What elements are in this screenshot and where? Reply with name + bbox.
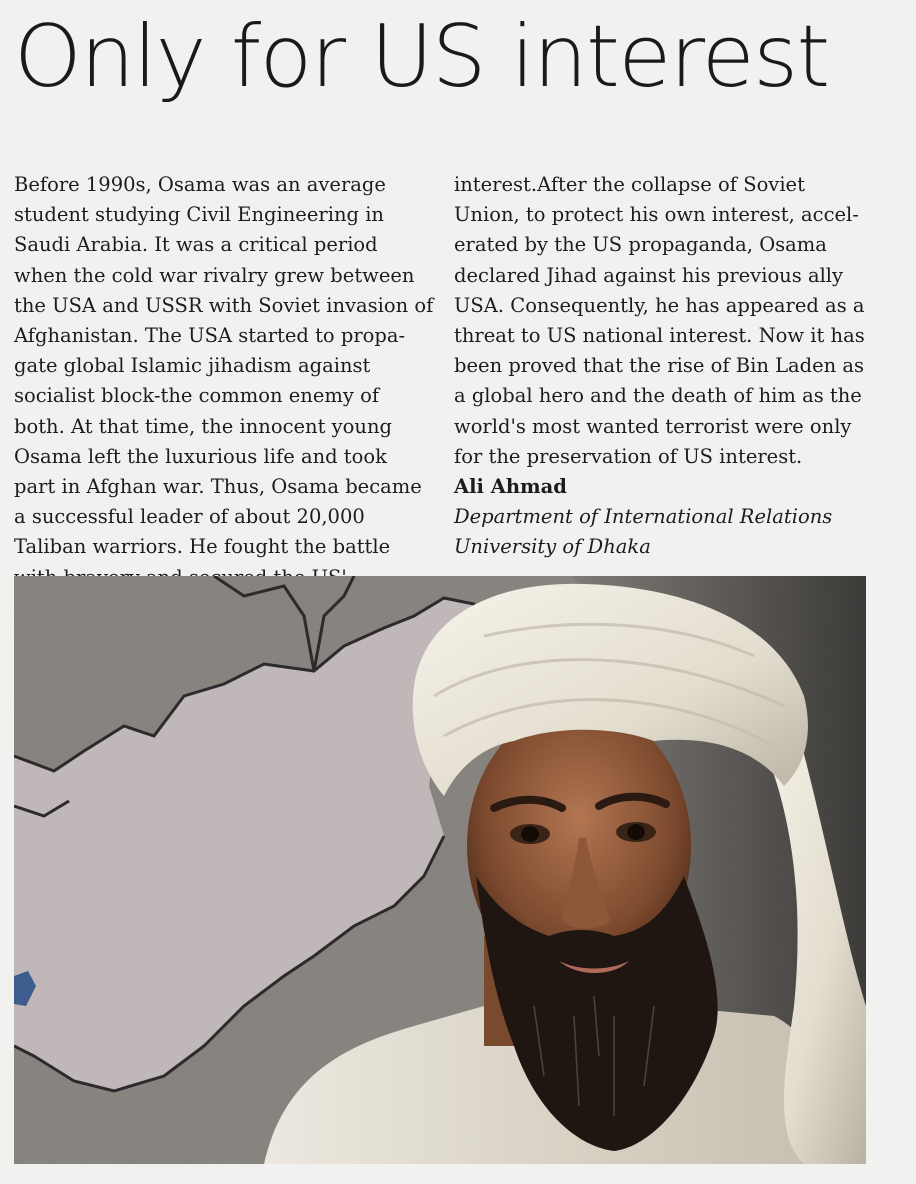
article-line: Union, to protect his own interest, accel-: [454, 203, 859, 227]
article-line: socialist block-the common enemy of: [14, 384, 380, 408]
author-name: Ali Ahmad: [454, 475, 567, 499]
article-line: part in Afghan war. Thus, Osama became: [14, 475, 422, 499]
author-university: University of Dhaka: [454, 535, 651, 559]
article-line: been proved that the rise of Bin Laden as: [454, 354, 865, 378]
article-line: declared Jihad against his previous ally: [454, 263, 844, 287]
article-line: a successful leader of about 20,000: [14, 505, 365, 529]
article-photo: [14, 576, 866, 1164]
article-line: erated by the US propaganda, Osama: [454, 233, 827, 257]
article-left-column: [14, 170, 434, 593]
author-department: Department of International Relations: [454, 505, 833, 529]
article-right-column: [454, 170, 894, 563]
article-line: Before 1990s, Osama was an average: [14, 173, 386, 196]
article-line: for the preservation of US interest.: [454, 444, 803, 468]
article-line: Saudi Arabia. It was a critical period: [14, 233, 378, 257]
article-line: world's most wanted terrorist were only: [454, 414, 852, 438]
article-line: threat to US national interest. Now it has: [454, 324, 865, 348]
headline: Only for US interest: [14, 7, 829, 107]
photo-illustration: [14, 576, 866, 1164]
article-line: interest.After the collapse of Soviet: [454, 173, 805, 196]
article-line: when the cold war rivalry grew between: [14, 263, 415, 287]
article-line: Taliban warriors. He fought the battle: [14, 535, 391, 559]
article-line: Afghanistan. The USA started to propa-: [14, 324, 406, 348]
article-line: USA. Consequently, he has appeared as a: [454, 293, 865, 317]
article-line: Osama left the luxurious life and took: [14, 444, 387, 468]
article-line: the USA and USSR with Soviet invasion of: [14, 293, 434, 317]
article-line: both. At that time, the innocent young: [14, 414, 392, 438]
article-line: student studying Civil Engineering in: [14, 203, 384, 227]
article-line: a global hero and the death of him as the: [454, 384, 862, 408]
article-line: gate global Islamic jihadism against: [14, 354, 371, 378]
